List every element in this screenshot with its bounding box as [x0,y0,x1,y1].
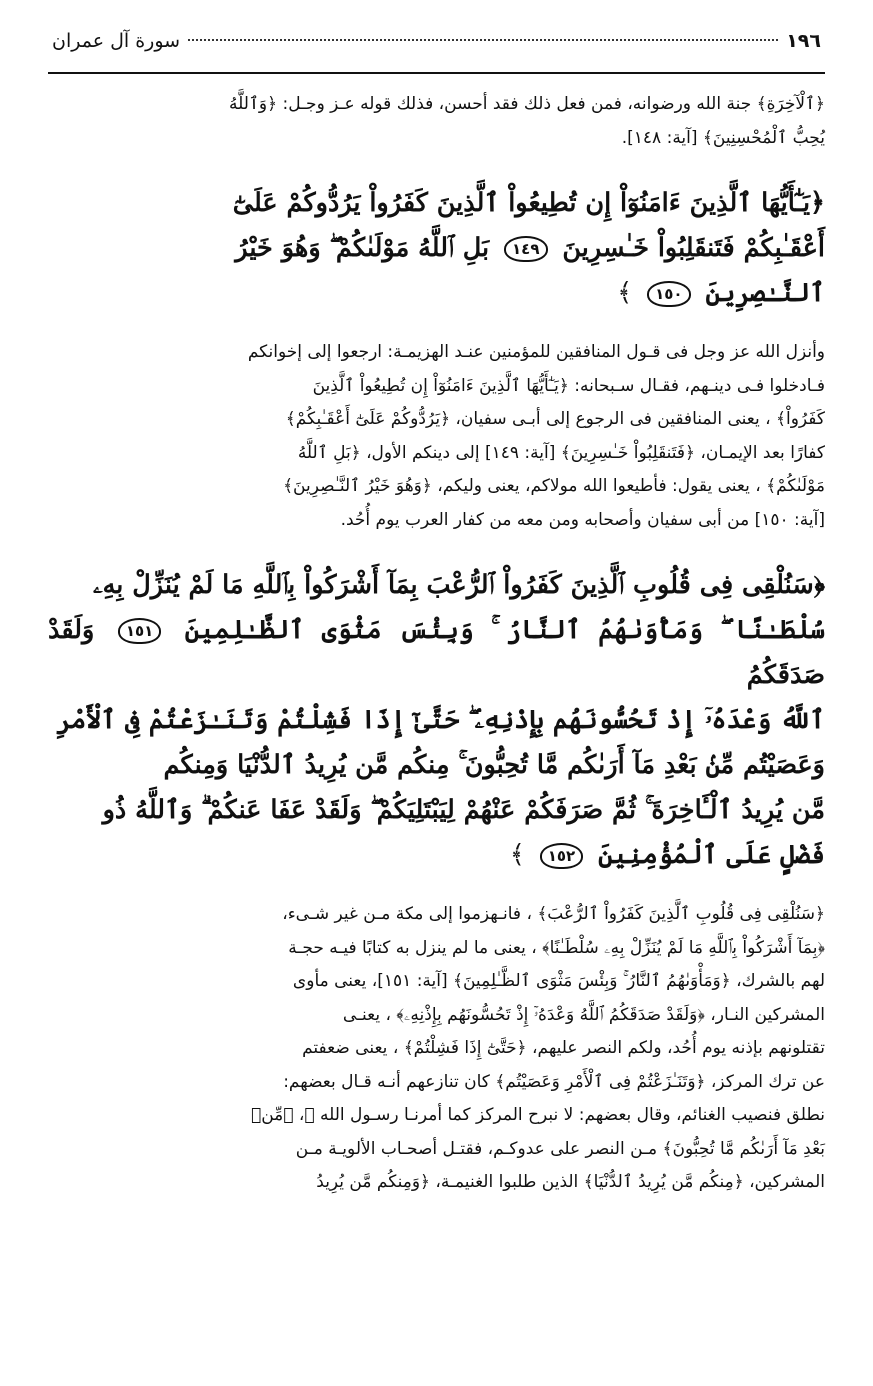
verse-line: مَّن يُرِيدُ ٱلْـَٔاخِرَةَ ۚ ثُمَّ صَرَفَكُمْ عَنْهُمْ لِيَبْتَلِيَكُمْ ۖ وَلَقَدْ عَفَا عَنكُمْ ۗ وَٱللَّهُ ذُو [102,795,825,825]
text-line: ﴿سَنُلْقِى فِى قُلُوبِ ٱلَّذِينَ كَفَرُواْ ٱلرُّعْبَ﴾ ، فانـهزموا إلى مكة مـن غير شـىء، [282,904,825,924]
verse-line: ٱللَّهُ وَعْدَهُۥٓ إِذْ تَحُسُّونَهُم بِإِذْنِهِۦ ۖ حَتَّىٰٓ إِذَا فَشِلْتُمْ وَتَنَـٰزَعْتُمْ فِى ٱلْأَمْرِ [56,705,825,735]
verse-text: سُلْطَـٰنًا ۖ وَمَأْوَىٰهُمُ ٱلنَّارُ ۚ وَبِئْسَ مَثْوَى ٱلظَّـٰلِمِينَ [184,615,825,645]
verse-text: فَضْلٍ عَلَى ٱلْمُؤْمِنِينَ [598,840,825,870]
quran-verse-block-1 [48,181,825,316]
closing-brace: ﴾ [617,278,633,308]
surah-name: سورة آل عمران [52,30,181,52]
verse-text: ٱلنَّـٰصِرِينَ [705,278,825,308]
verse-line [48,608,825,698]
verse-line [48,271,825,316]
text-line: كفارًا بعد الإيمـان، ﴿فَتَنقَلِبُواْ خَـٰسِرِينَ﴾ [آية: ١٤٩] إلى دينكم الأول، ﴿بَلِ ٱللَّهُ [297,442,825,463]
page-number: ١٩٦ [786,30,821,52]
text-line: ﴿ٱلْآخِرَةِ﴾ جنة الله ورضوانه، فمن فعل ذلك فقد أحسن، فذلك قوله عـز وجـل: ﴿وَٱللَّهُ [229,94,825,114]
ayah-number-marker: ١٥٢ [540,843,583,869]
verse-text: وَلَقَدْ صَدَقَكُمُ [48,615,825,690]
text-line: نطلق فنصيب الغنائم، وقال بعضهم: لا نبرح المركز كما أمرنـا رسـول الله ﷺ، ﴿مِّنۢ [251,1105,825,1125]
text-line: كَفَرُواْ﴾ ، يعنى المنافقين فى الرجوع إلى أبـى سفيان، ﴿يَرُدُّوكُمْ عَلَىٰٓ أَعْقَـٰبِكُمْ﴾ [285,409,825,429]
text-line: المشركين النـار، ﴿وَلَقَدْ صَدَقَكُمُ ٱللَّهُ وَعْدَهُۥٓ إِذْ تَحُسُّونَهُم بِإِذْنِهِۦ﴾ ، يعنـى [342,1004,825,1025]
quran-verse-block-2 [48,563,825,878]
ayah-number-marker: ١٤٩ [504,236,547,262]
text-line: عن ترك المركز، ﴿وَتَنَـٰزَعْتُمْ فِى ٱلْأَمْرِ وَعَصَيْتُم﴾ كان تنازعهم أنـه قـال بعضهم: [283,1071,825,1092]
page-content [48,88,825,1200]
verse-line [48,226,825,271]
text-line: بَعْدِ مَآ أَرَىٰكُم مَّا تُحِبُّونَ﴾ مـن النصر على عدوكـم، فقتـل أصحـاب الألويـة مـن [295,1138,825,1159]
ayah-number-marker: ١٥١ [118,618,161,644]
verse-line: وَعَصَيْتُم مِّنۢ بَعْدِ مَآ أَرَىٰكُم مَّا تُحِبُّونَ ۚ مِنكُم مَّن يُرِيدُ ٱلدُّنْيَا وَمِنكُم [163,750,825,780]
verse-text: بَلِ ٱللَّهُ مَوْلَىٰكُمْ ۖ وَهُوَ خَيْرُ [235,233,490,263]
text-line: مَوْلَىٰكُمْ﴾ ، يعنى يقول: فأطيعوا الله مولاكم، يعنى وليكم، ﴿وَهُوَ خَيْرُ ٱلنَّـٰصِرِينَ﴾ [283,476,825,496]
page [48,30,825,1376]
verse-text: أَعْقَـٰبِكُمْ فَتَنقَلِبُواْ خَـٰسِرِينَ [562,233,825,263]
text-line: [آية: ١٥٠] من أبى سفيان وأصحابه ومن معه من كفار العرب يوم أُحُد. [340,509,825,530]
header-leader-dots [188,39,778,41]
verse-line: ﴿يَـٰٓأَيُّهَا ٱلَّذِينَ ءَامَنُوٓاْ إِن تُطِيعُواْ ٱلَّذِينَ كَفَرُواْ يَرُدُّوكُمْ عَلَىٰٓ [232,188,825,218]
text-line: يُحِبُّ ٱلْمُحْسِنِينَ﴾ [آية: ١٤٨]. [621,127,825,148]
text-line: المشركين، ﴿مِنكُم مَّن يُرِيدُ ٱلدُّنْيَا﴾ الذين طلبوا الغنيمـة، ﴿وَمِنكُم مَّن يُرِيدُ [316,1172,825,1192]
tafsir-paragraph-2 [48,336,825,537]
tafsir-paragraph-1 [48,88,825,155]
text-line: تقتلونهم بإذنه يوم أُحُد، ولكم النصر عليهم، ﴿حَتَّىٰٓ إِذَا فَشِلْتُمْ﴾ ، يعنى ضعفتم [302,1038,825,1058]
text-line: لهم بالشرك، ﴿وَمَأْوَىٰهُمُ ٱلنَّارُ ۚ وَبِئْسَ مَثْوَى ٱلظَّـٰلِمِينَ﴾ [آية: ١٥١]، يعنى مأوى [292,971,825,991]
verse-line: ﴿سَنُلْقِى فِى قُلُوبِ ٱلَّذِينَ كَفَرُواْ ٱلرُّعْبَ بِمَآ أَشْرَكُواْ بِٱللَّهِ مَا لَمْ يُنَزِّلْ بِهِۦ [92,570,825,600]
ayah-number-marker: ١٥٠ [647,281,690,307]
text-line: ﴿بِمَآ أَشْرَكُواْ بِٱللَّهِ مَا لَمْ يُنَزِّلْ بِهِۦ سُلْطَـٰنًا﴾ ، يعنى ما لم ينزل به كتابًا فيـه حجـة [288,937,825,958]
tafsir-paragraph-3 [48,898,825,1200]
verse-line [48,833,825,878]
page-header [48,30,825,74]
text-line: فـادخلوا فـى دينـهم، فقـال سـبحانه: ﴿يَـٰٓأَيُّهَا ٱلَّذِينَ ءَامَنُوٓاْ إِن تُطِيعُواْ ٱلَّذِينَ [312,375,825,396]
text-line: وأنزل الله عز وجل فى قـول المنافقين للمؤمنين عنـد الهزيمـة: ارجعوا إلى إخوانكم [247,342,825,362]
closing-brace: ﴾ [509,840,525,870]
